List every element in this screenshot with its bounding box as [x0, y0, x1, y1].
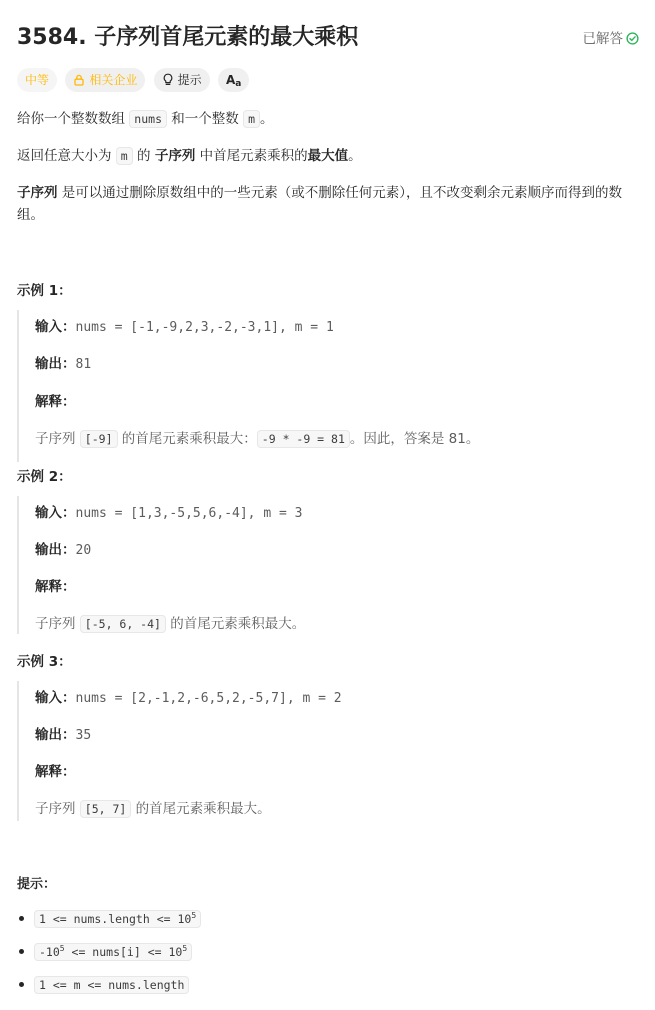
input-value: nums = [1,3,-5,5,6,-4], m = 3 [75, 506, 303, 521]
difficulty-badge[interactable]: 中等 [17, 68, 57, 92]
example-3-explain-label [35, 760, 76, 780]
code-m: m [116, 147, 133, 165]
text: 的首尾元素乘积最大： [117, 431, 257, 447]
lightbulb-icon [162, 73, 174, 86]
constraint-3: 1 <= m <= nums.length [34, 976, 189, 994]
example-1-explanation [35, 427, 479, 447]
explain-label: 解释： [35, 394, 76, 410]
output-label: 输出： [35, 727, 76, 743]
related-companies-label: 相关企业 [89, 73, 138, 87]
bold-subsequence: 子序列 [17, 185, 58, 201]
constraint-1 [34, 910, 201, 928]
output-label: 输出： [35, 356, 76, 372]
text: 子序列 [35, 431, 80, 447]
superscript: 5 [182, 944, 188, 954]
input-label: 输入： [35, 505, 76, 521]
list-item [34, 974, 201, 1007]
example-2-heading: 示例 2： [17, 469, 72, 485]
text: 的首尾元素乘积最大。 [165, 616, 306, 632]
example-3-block [17, 681, 639, 821]
code-product: -9 * -9 = 81 [257, 430, 350, 448]
output-value: 81 [75, 357, 92, 372]
example-1-output [35, 352, 91, 372]
translate-button[interactable]: Aa [218, 68, 249, 92]
example-1-block [17, 310, 639, 462]
text: <= nums[i] <= 10 [64, 945, 183, 959]
output-value: 20 [75, 543, 92, 558]
text: 1 <= nums.length <= 10 [39, 912, 192, 926]
title-row [17, 20, 639, 58]
example-3-input [35, 686, 342, 706]
text: 中首尾元素乘积的 [195, 148, 308, 164]
example-1-explain-label [35, 390, 76, 410]
solved-label: 已解答 [582, 31, 623, 47]
example-2-explanation [35, 612, 305, 632]
explain-label: 解释： [35, 764, 76, 780]
constraints-list [17, 908, 201, 1007]
text: 子序列 [35, 616, 80, 632]
example-2-output [35, 538, 91, 558]
hint-tag[interactable] [154, 68, 210, 92]
superscript: 5 [191, 911, 197, 921]
example-3-output [35, 723, 91, 743]
list-item [34, 908, 201, 941]
check-circle-icon [626, 32, 639, 49]
code-subsequence: [5, 7] [80, 800, 132, 818]
translate-icon: A [225, 73, 236, 87]
bold-max-value: 最大值 [307, 148, 349, 164]
example-1-heading: 示例 1： [17, 283, 72, 299]
code-m: m [243, 110, 260, 128]
input-label: 输入： [35, 319, 76, 335]
tag-bar [17, 68, 253, 92]
list-item [34, 941, 201, 974]
lock-icon [73, 74, 85, 86]
text: -10 [39, 945, 60, 959]
description-para-1 [17, 108, 637, 130]
text: 。因此，答案是 81。 [349, 431, 480, 447]
input-label: 输入： [35, 690, 76, 706]
hint-label: 提示 [177, 73, 202, 87]
constraint-2 [34, 943, 192, 961]
superscript: 5 [59, 944, 65, 954]
explain-label: 解释： [35, 579, 76, 595]
output-label: 输出： [35, 542, 76, 558]
example-3-explanation [35, 797, 271, 817]
example-3-heading: 示例 3： [17, 654, 72, 670]
example-2-input [35, 501, 302, 521]
text: 的首尾元素乘积最大。 [131, 801, 271, 817]
example-2-block [17, 496, 639, 634]
text: 子序列 [35, 801, 80, 817]
bold-subsequence: 子序列 [154, 148, 196, 164]
text: 的 [132, 148, 155, 164]
output-value: 35 [75, 728, 92, 743]
code-subsequence: [-5, 6, -4] [80, 615, 166, 633]
description-para-3 [17, 182, 635, 226]
example-1-input [35, 315, 334, 335]
description-para-2 [17, 145, 637, 167]
related-companies-tag[interactable] [65, 68, 145, 92]
input-value: nums = [2,-1,2,-6,5,2,-5,7], m = 2 [75, 691, 342, 706]
text: 。 [348, 148, 362, 164]
text: 。 [260, 111, 274, 127]
code-subsequence: [-9] [80, 430, 118, 448]
problem-title[interactable]: 3584. 子序列首尾元素的最大乘积 [17, 25, 359, 50]
text: 返回任意大小为 [17, 148, 116, 164]
text: 和一个整数 [167, 111, 244, 127]
example-2-explain-label [35, 575, 76, 595]
code-nums: nums [129, 110, 167, 128]
constraints-heading: 提示： [17, 877, 57, 892]
text: 给你一个整数数组 [17, 111, 130, 127]
input-value: nums = [-1,-9,2,3,-2,-3,1], m = 1 [75, 320, 334, 335]
text: 是可以通过删除原数组中的一些元素（或不删除任何元素），且不改变剩余元素顺序而得到的数组。 [17, 185, 623, 223]
solved-status [583, 27, 640, 49]
